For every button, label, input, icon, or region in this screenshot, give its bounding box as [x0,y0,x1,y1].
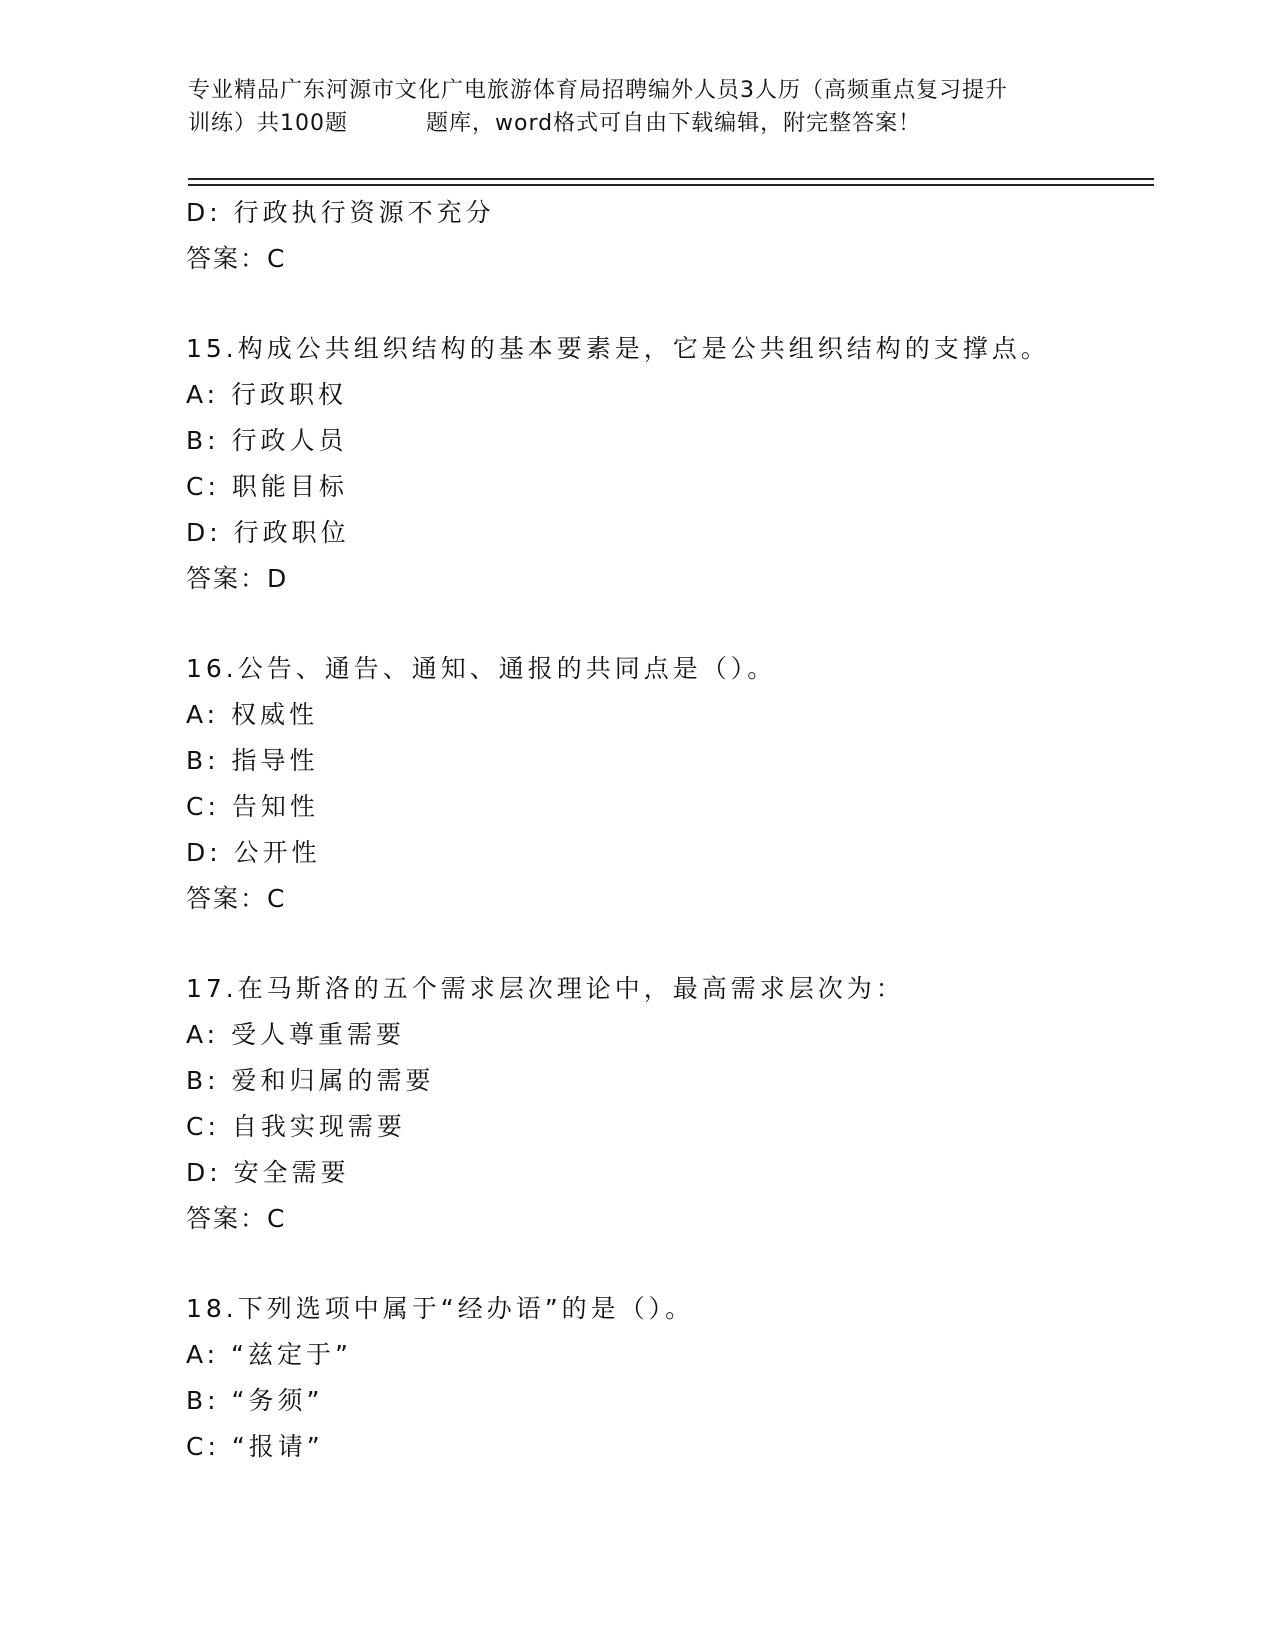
option-b: B: 行政人员 [186,426,348,455]
answer: 答案：D [186,564,289,593]
header-line-1: 专业精品广东河源市文化广电旅游体育局招聘编外人员3人历（高频重点复习提升 [188,78,1008,103]
option-b: B: 指导性 [186,746,319,775]
header-line-2-part-1: 训练）共100题 [188,111,348,136]
header-line-2-part-2: 题库，word格式可自由下载编辑，附完整答案！ [426,111,922,136]
option-d: D: 公开性 [186,838,321,867]
answer: 答案：C [186,884,287,913]
option-d: D: 行政职位 [186,518,350,547]
answer: 答案：C [186,1204,287,1233]
question-stem: 18.下列选项中属于“经办语”的是（）。 [186,1294,695,1323]
option-d: D: 安全需要 [186,1158,350,1187]
option-c: C: 自我实现需要 [186,1112,406,1141]
option-b: B: “务须” [186,1386,324,1415]
option-c: C: “报请” [186,1432,324,1461]
prev-answer: 答案：C [186,244,287,273]
option-a: A: 权威性 [186,700,319,729]
header-rule-top [188,178,1154,180]
question-18 [186,1286,1146,1470]
question-15 [186,326,1146,602]
question-stem: 15.构成公共组织结构的基本要素是，它是公共组织结构的支撑点。 [186,334,1050,363]
prev-option-d: D: 行政执行资源不充分 [186,198,495,227]
option-a: A: “兹定于” [186,1340,352,1369]
question-stem: 16.公告、通告、通知、通报的共同点是（）。 [186,654,777,683]
header-line-2 [188,107,1088,140]
question-17 [186,966,1146,1242]
question-16 [186,646,1146,922]
option-a: A: 行政职权 [186,380,348,409]
question-list [186,190,1146,1470]
document-header [188,74,1088,140]
option-c: C: 职能目标 [186,472,348,501]
question-stem: 17.在马斯洛的五个需求层次理论中，最高需求层次为： [186,974,905,1003]
option-c: C: 告知性 [186,792,319,821]
option-b: B: 爱和归属的需要 [186,1066,435,1095]
header-rule-bottom [188,184,1154,186]
option-a: A: 受人尊重需要 [186,1020,406,1049]
